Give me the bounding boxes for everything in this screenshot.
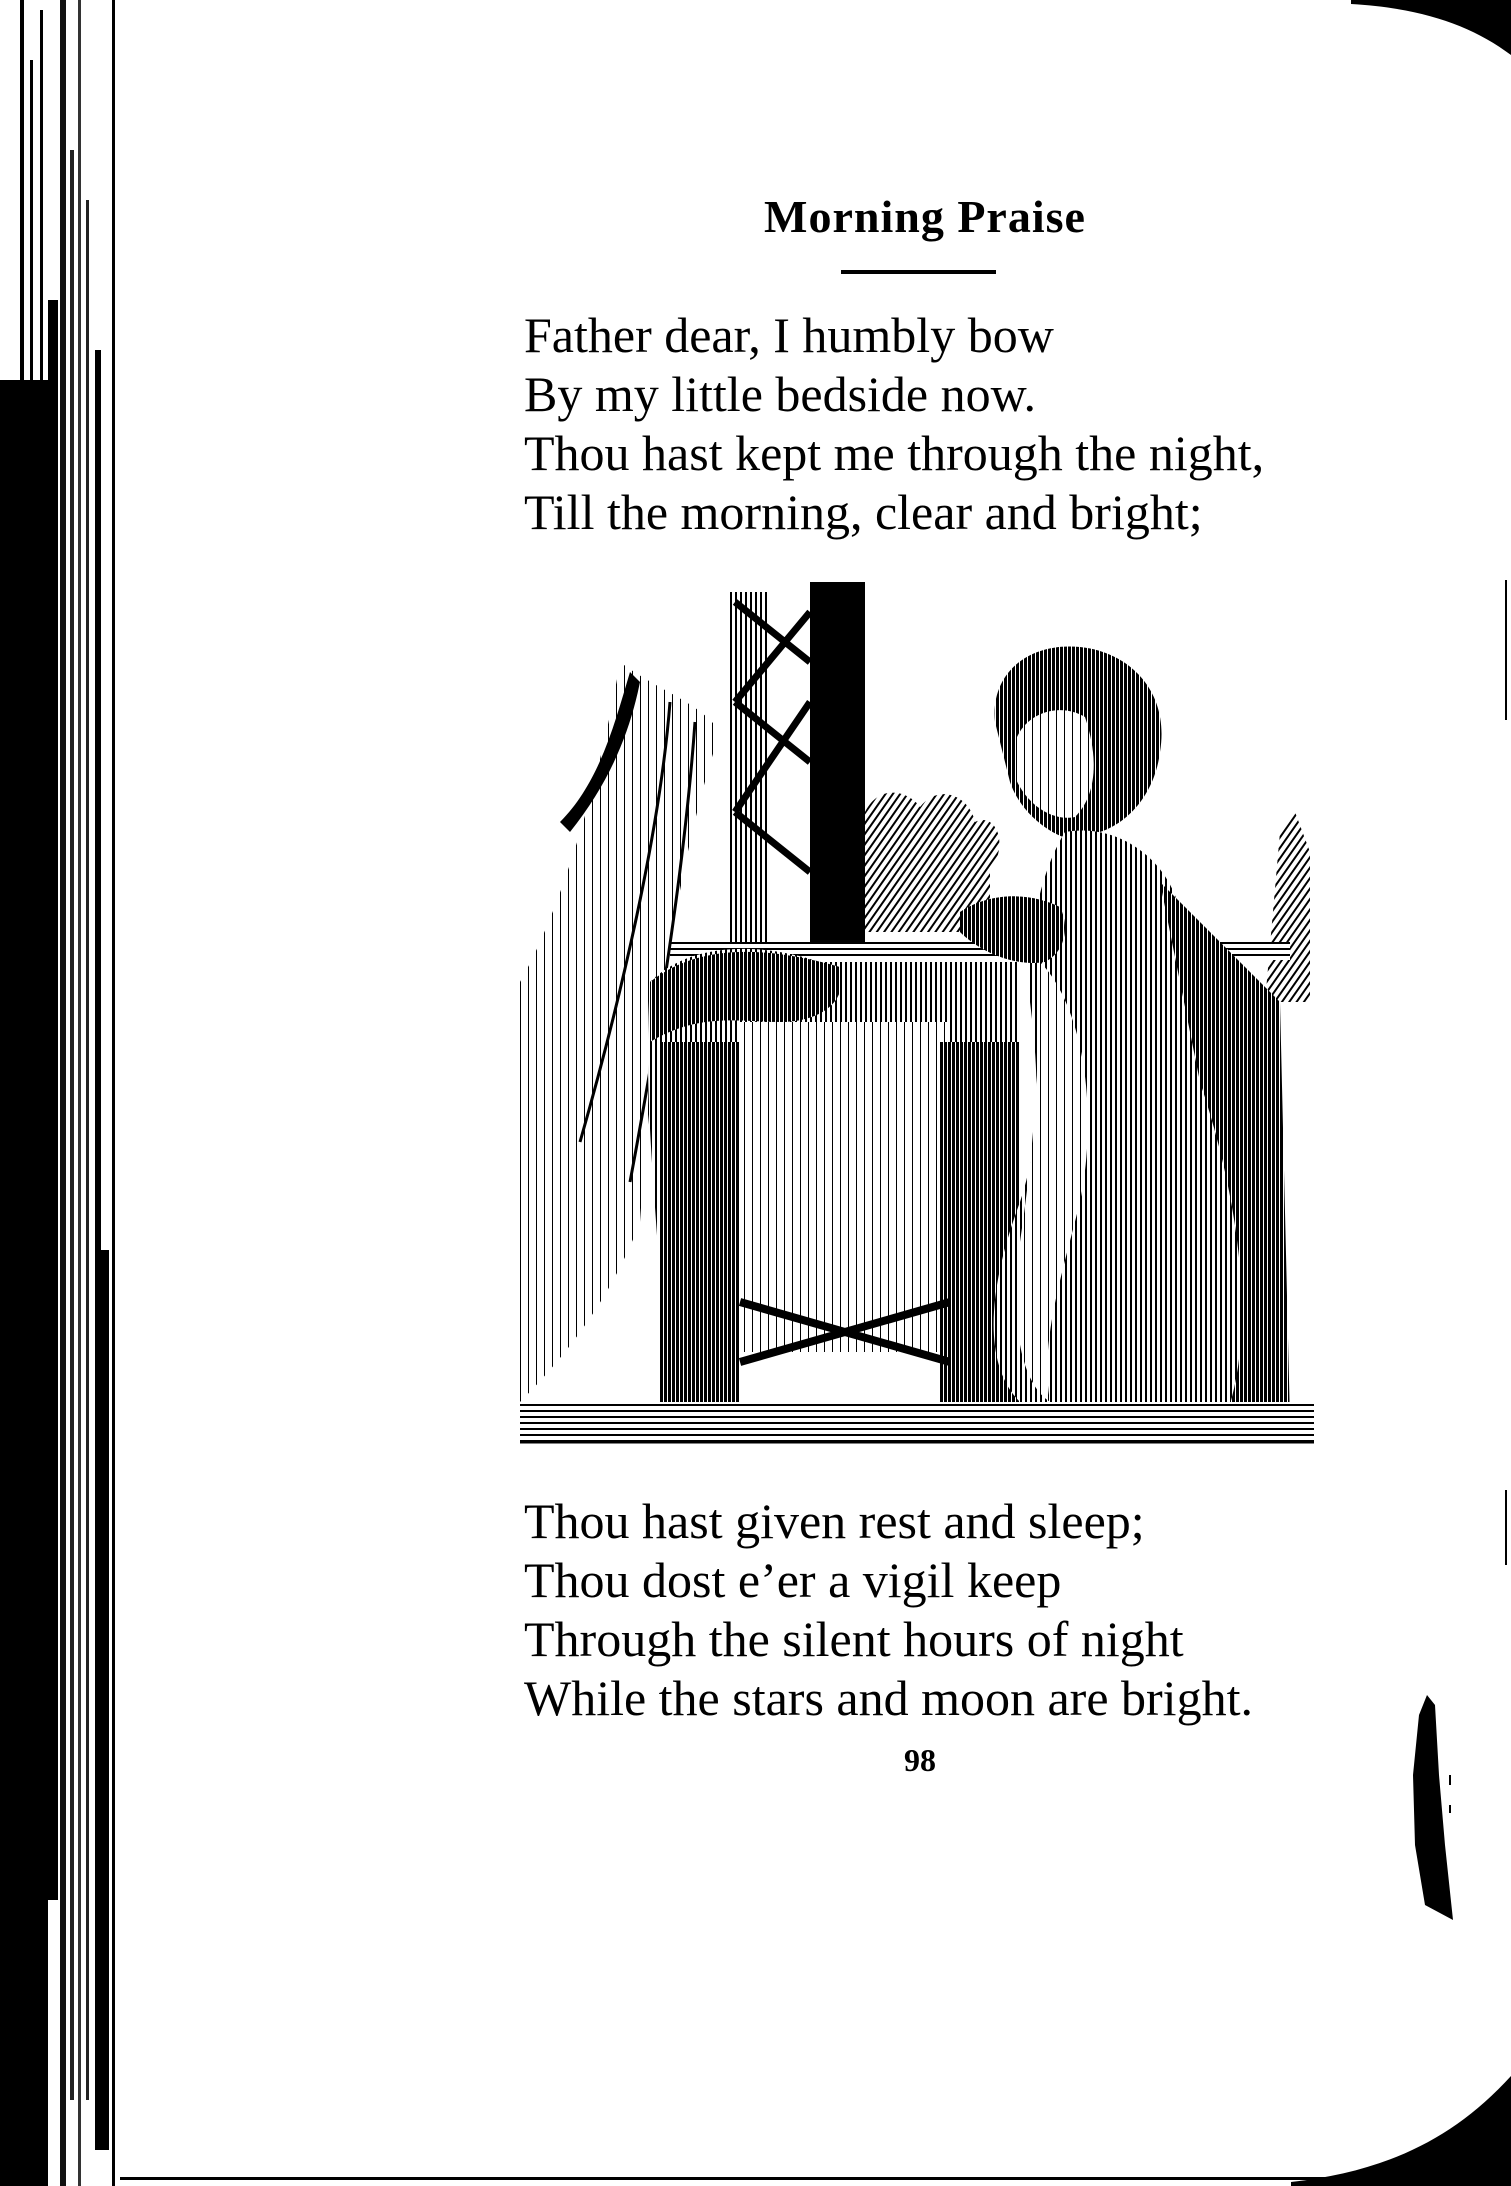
poem-line: Till the morning, clear and bright;: [524, 484, 1203, 540]
page-corner-bottom: [1291, 2046, 1511, 2186]
child-praying-illustration: [520, 582, 1314, 1458]
child-praying-at-bedside-engraving: [520, 582, 1314, 1458]
page-corner-top: [1351, 0, 1511, 60]
poem-line: Thou dost e’er a vigil keep: [524, 1552, 1062, 1608]
title-divider: [841, 270, 996, 274]
poem-line: While the stars and moon are bright.: [524, 1670, 1253, 1726]
page-edge-mark: [1505, 1490, 1507, 1565]
page-edge-mark: [1505, 580, 1507, 720]
page-number: 98: [904, 1742, 936, 1778]
book-binding-edge: [0, 0, 125, 2186]
poem-line: Thou hast kept me through the night,: [524, 425, 1265, 481]
poem-line: Father dear, I humbly bow: [524, 307, 1054, 363]
poem-line: Through the silent hours of night: [524, 1611, 1184, 1667]
stanza-2: [524, 1492, 1253, 1728]
page-bottom-edge: [120, 2177, 1391, 2180]
stanza-1: [524, 306, 1264, 542]
scan-smudge: [1405, 1695, 1455, 1920]
poem-line: By my little bedside now.: [524, 366, 1036, 422]
poem-title: Morning Praise: [764, 191, 1086, 242]
poem-line: Thou hast given rest and sleep;: [524, 1493, 1145, 1549]
